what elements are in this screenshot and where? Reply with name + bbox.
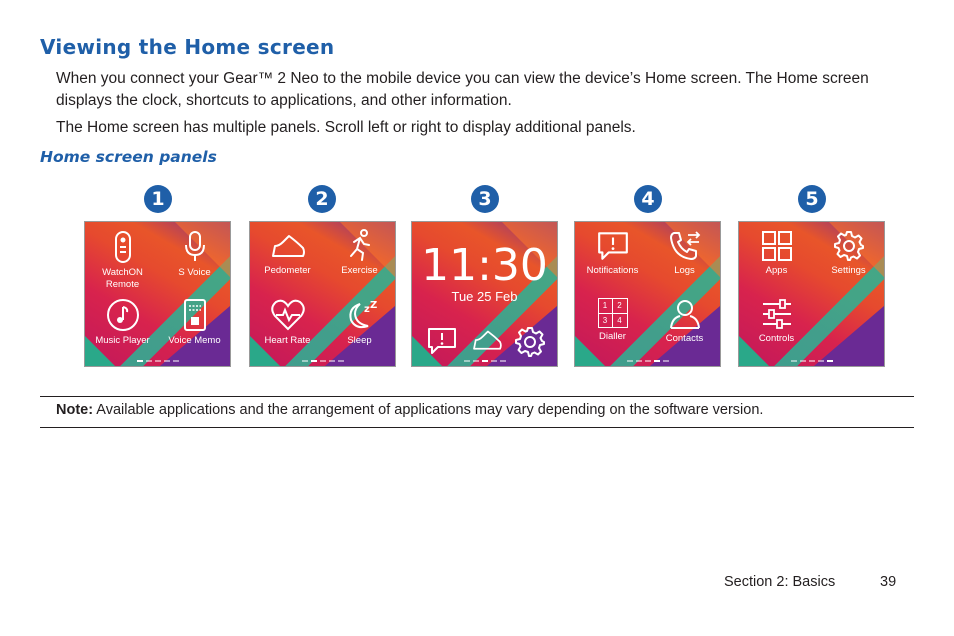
keypad-key: 1 [599, 299, 613, 314]
callout-3: 3 [471, 185, 499, 213]
keypad-icon [598, 298, 628, 328]
home-panel-1[interactable] [84, 221, 231, 367]
callout-2: 2 [308, 185, 336, 213]
app-label: S Voice [178, 267, 211, 278]
callout-4: 4 [634, 185, 662, 213]
app-exercise[interactable] [323, 228, 396, 277]
app-notifications[interactable] [576, 230, 649, 277]
grid-icon [760, 230, 794, 262]
app-label: Pedometer [264, 265, 311, 276]
footer-section: Section 2: Basics [724, 574, 836, 590]
app-music-player[interactable] [86, 298, 159, 347]
app-voice-memo[interactable] [158, 298, 231, 347]
panels-paragraph: The Home screen has multiple panels. Scroll left or right to display additional panels. [56, 119, 636, 136]
app-label: Notifications [586, 265, 639, 276]
clock-time: 11:30 [421, 240, 548, 291]
phone-logs-icon [668, 230, 702, 262]
music-note-icon [106, 298, 140, 332]
page-indicator [250, 360, 395, 362]
page-indicator [412, 360, 557, 362]
app-heart-rate[interactable] [251, 298, 324, 347]
person-icon [668, 298, 702, 330]
notification-icon [596, 230, 630, 262]
app-logs[interactable] [648, 230, 721, 277]
svg-text:z: z [363, 304, 370, 315]
app-watchon-remote[interactable] [86, 230, 159, 291]
home-panel-5[interactable] [738, 221, 885, 367]
app-label: Sleep [347, 335, 372, 346]
app-label: Apps [765, 265, 788, 276]
voice-recorder-icon [182, 298, 208, 332]
keypad-key: 3 [599, 314, 613, 328]
running-person-icon [345, 228, 375, 262]
shoe-icon [269, 232, 307, 262]
app-label: Music Player [95, 335, 150, 346]
app-settings[interactable] [812, 230, 885, 277]
app-label: WatchON Remote [102, 267, 143, 290]
heart-pulse-icon [270, 298, 306, 332]
app-label: Contacts [665, 333, 704, 344]
gear-icon [833, 230, 865, 262]
home-panel-3[interactable] [411, 221, 558, 367]
keypad-key: 4 [617, 315, 622, 325]
callout-5: 5 [798, 185, 826, 213]
page-heading: Viewing the Home screen [40, 35, 335, 59]
svg-text:Z: Z [369, 300, 377, 311]
note [56, 402, 763, 418]
page-indicator [85, 360, 230, 362]
page-number: 39 [880, 574, 897, 590]
note-top-rule [40, 396, 914, 397]
app-label: Settings [831, 265, 866, 276]
shoe-icon[interactable] [470, 328, 504, 354]
remote-icon [111, 230, 135, 264]
app-sleep[interactable] [323, 298, 396, 347]
app-controls[interactable] [740, 298, 813, 345]
intro-paragraph: When you connect your Gear™ 2 Neo to the mobile device you can view the device’s Home screen. The Home screen displays the clock, shortcuts to applications, and other information. [56, 70, 869, 109]
home-panel-2[interactable] [249, 221, 396, 367]
app-label: Dialler [599, 331, 626, 342]
app-dialler[interactable] [576, 298, 649, 343]
moon-zz-icon [342, 298, 378, 332]
page-indicator [739, 360, 884, 362]
app-pedometer[interactable] [251, 232, 324, 277]
microphone-icon [183, 230, 207, 264]
app-s-voice[interactable] [158, 230, 231, 279]
app-label: Heart Rate [264, 335, 311, 346]
app-label: Logs [674, 265, 695, 276]
gear-icon[interactable] [514, 326, 546, 358]
subheading: Home screen panels [40, 148, 217, 166]
note-label: Note: [56, 402, 94, 418]
notification-icon[interactable] [426, 326, 458, 356]
app-contacts[interactable] [648, 298, 721, 345]
callout-1: 1 [144, 185, 172, 213]
app-label: Exercise [341, 265, 378, 276]
app-apps[interactable] [740, 230, 813, 277]
page-indicator [575, 360, 720, 362]
keypad-key: 2 [613, 299, 627, 314]
app-label: Controls [758, 333, 795, 344]
note-bottom-rule [40, 427, 914, 428]
home-panel-4[interactable] [574, 221, 721, 367]
note-text: Available applications and the arrangement of applications may vary depending on the software version. [93, 402, 764, 418]
app-label: Voice Memo [168, 335, 221, 346]
clock-date: Tue 25 Feb [451, 289, 518, 304]
sliders-icon [760, 298, 794, 330]
